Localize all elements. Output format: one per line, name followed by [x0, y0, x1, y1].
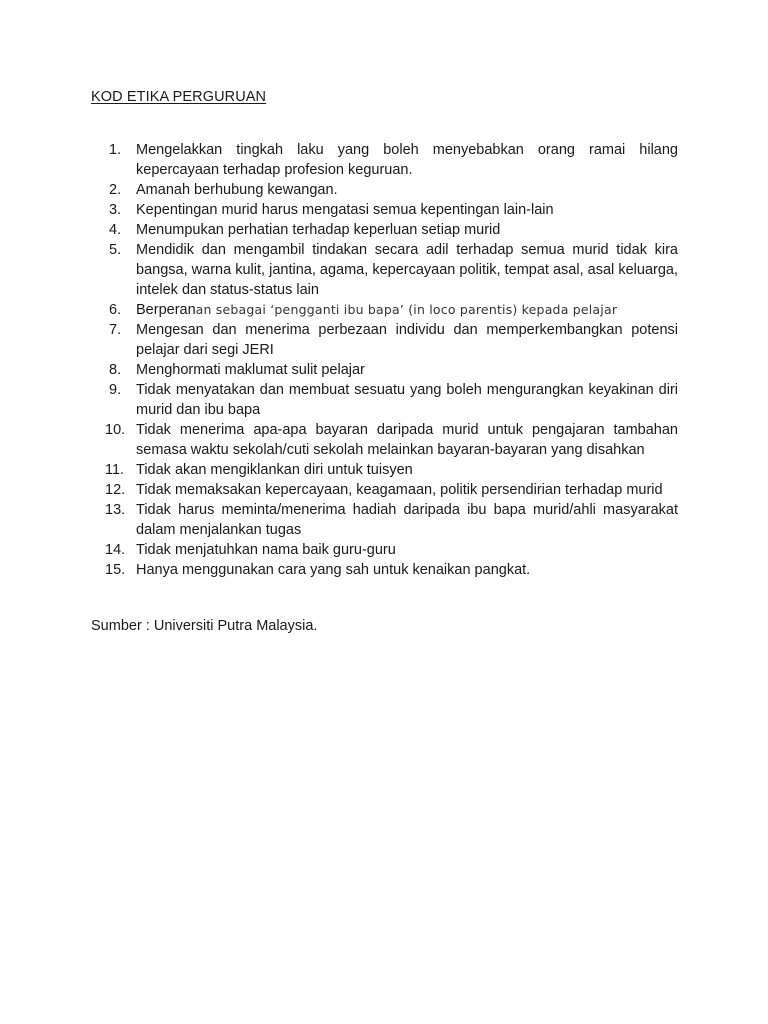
item-text: Tidak harus meminta/menerima hadiah daripada ibu bapa murid/ahli masyarakat dalam menjalankan tugas: [136, 502, 678, 538]
item-text-part-b: an sebagai ‘pengganti ibu bapa’ (in loco parentis) kepada pelajar: [195, 302, 618, 317]
item-number: 8.: [109, 362, 122, 378]
item-text: Tidak menyatakan dan membuat sesuatu yang boleh mengurangkan keyakinan diri murid dan ibu bapa: [136, 382, 678, 418]
item-number: 2.: [109, 182, 122, 198]
item-number: 11.: [105, 462, 125, 478]
list-item: [105, 540, 678, 560]
document-title: KOD ETIKA PERGURUAN: [91, 89, 267, 105]
item-text: Menumpukan perhatian terhadap keperluan setiap murid: [136, 222, 501, 238]
list-item: [109, 140, 678, 180]
item-text: Hanya menggunakan cara yang sah untuk kenaikan pangkat.: [136, 562, 531, 578]
item-text: Tidak menjatuhkan nama baik guru-guru: [136, 542, 396, 558]
list-item: [105, 480, 678, 500]
list-item: [109, 360, 678, 380]
list-item: [109, 200, 678, 220]
item-number: 14.: [105, 542, 126, 558]
list-item: [109, 240, 678, 300]
list-item: [109, 220, 678, 240]
list-item: [109, 180, 678, 200]
list-item: [109, 380, 678, 420]
item-text: Mengesan dan menerima perbezaan individu dan memperkembangkan potensi pelajar dari segi JERI: [136, 322, 678, 358]
item-number: 12.: [105, 482, 126, 498]
item-text: Mengelakkan tingkah laku yang boleh menyebabkan orang ramai hilang kepercayaan terhadap profesion keguruan.: [136, 142, 678, 178]
item-number: 5.: [109, 242, 122, 258]
list-item: [109, 300, 678, 320]
item-number: 7.: [109, 322, 122, 338]
item-number: 4.: [109, 222, 122, 238]
ethics-code-list: [105, 140, 678, 580]
item-text: Tidak menerima apa-apa bayaran daripada murid untuk pengajaran tambahan semasa waktu sekolah/cuti sekolah melainkan bayaran-bayaran yang disahkan: [136, 422, 678, 458]
item-text: Amanah berhubung kewangan.: [136, 182, 338, 198]
source-citation: Sumber : Universiti Putra Malaysia.: [91, 618, 318, 634]
item-text-part-a: Berperan: [136, 302, 196, 318]
list-item: [105, 460, 678, 480]
item-text: Tidak memaksakan kepercayaan, keagamaan, politik persendirian terhadap murid: [136, 482, 663, 498]
item-number: 9.: [109, 382, 122, 398]
item-number: 15.: [105, 562, 126, 578]
item-text: Kepentingan murid harus mengatasi semua kepentingan lain-lain: [136, 202, 554, 218]
item-number: 1.: [109, 142, 122, 158]
item-text: Menghormati maklumat sulit pelajar: [136, 362, 365, 378]
item-text: Tidak akan mengiklankan diri untuk tuisyen: [136, 462, 413, 478]
item-number: 13.: [105, 502, 126, 518]
list-item: [105, 560, 678, 580]
item-number: 6.: [109, 302, 122, 318]
item-text: Mendidik dan mengambil tindakan secara adil terhadap semua murid tidak kira bangsa, warna kulit, jantina, agama, kepercayaan politik, tempat asal, asal keluarga, intelek dan status-status lain: [136, 242, 678, 298]
list-item: [105, 500, 678, 540]
list-item: [105, 420, 678, 460]
item-number: 10.: [105, 422, 126, 438]
item-number: 3.: [109, 202, 122, 218]
list-item: [109, 320, 678, 360]
